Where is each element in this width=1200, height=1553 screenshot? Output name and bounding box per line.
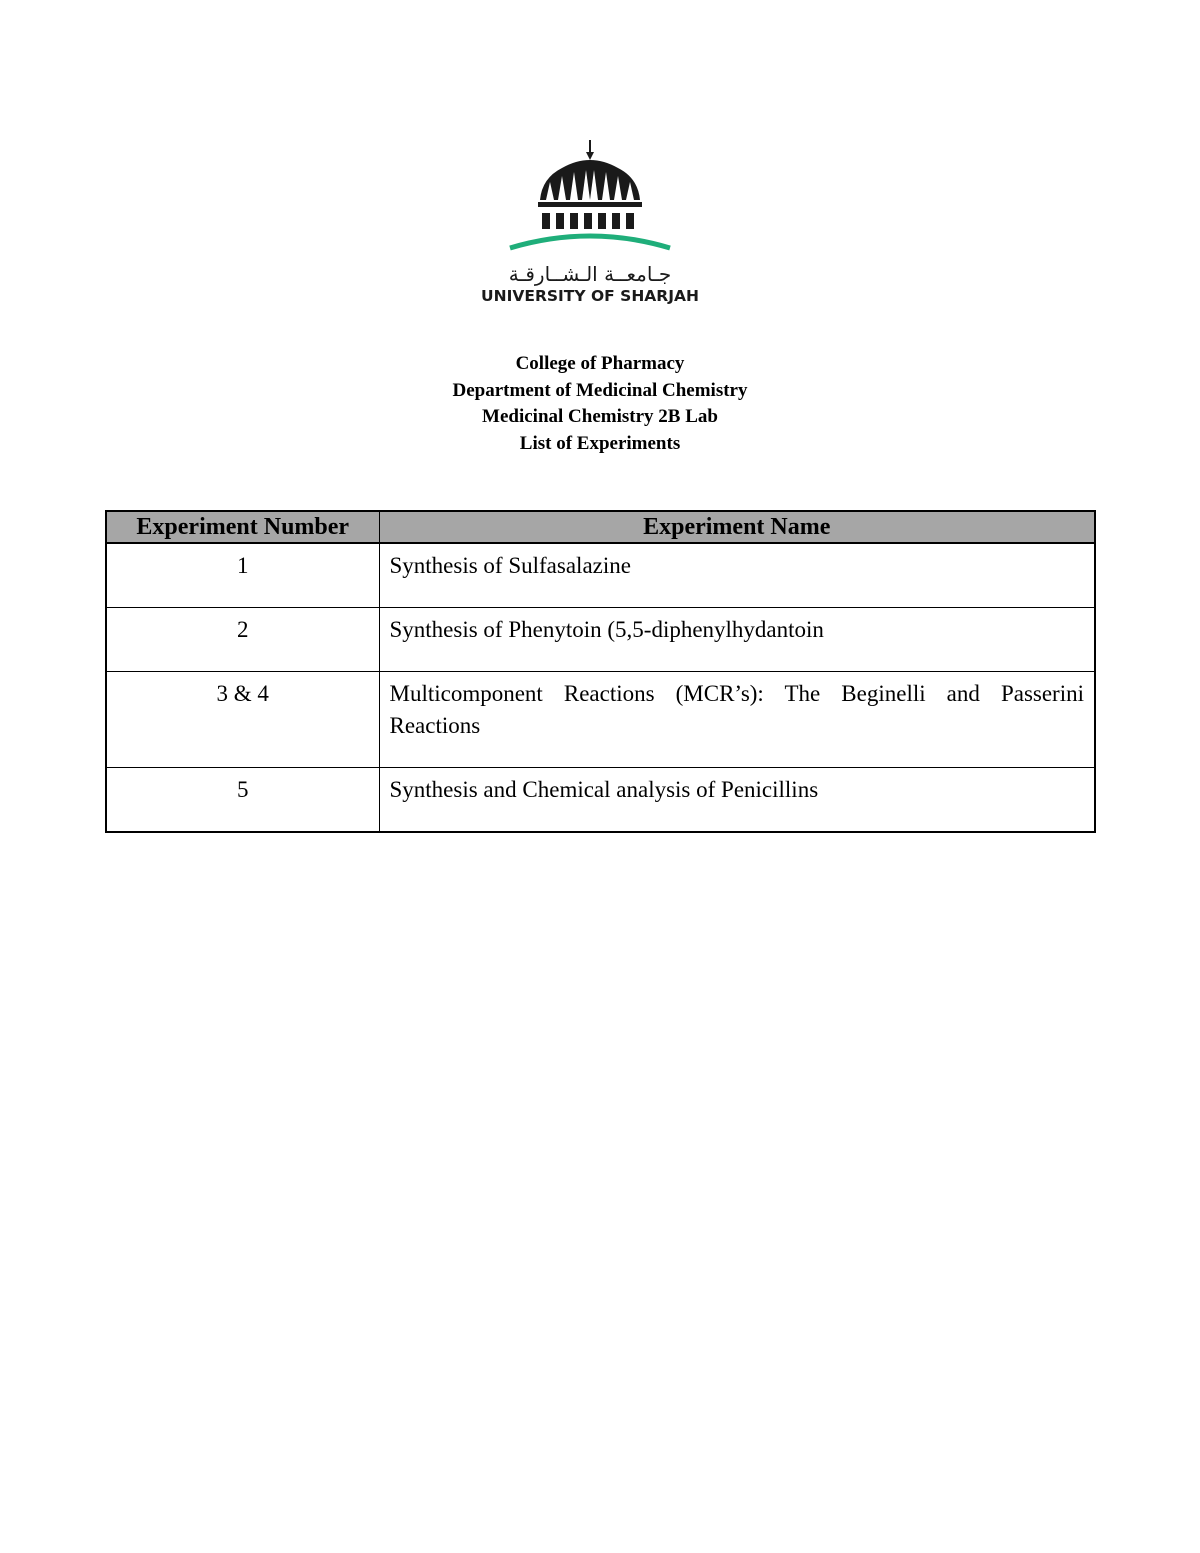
- column-header-number: Experiment Number: [106, 511, 379, 543]
- course-name: Medicinal Chemistry 2B Lab: [482, 406, 718, 428]
- experiment-name: Synthesis and Chemical analysis of Penicillins: [379, 768, 1095, 833]
- experiment-name: Synthesis of Sulfasalazine: [379, 543, 1095, 608]
- dome-icon: [510, 140, 670, 248]
- experiment-name: Synthesis of Phenytoin (5,5-diphenylhydantoin: [379, 608, 1095, 672]
- document-heading: [0, 351, 1200, 458]
- experiment-number: 5: [106, 768, 379, 833]
- table-row: [106, 608, 1095, 672]
- table-row: [106, 543, 1095, 608]
- experiments-table: [105, 510, 1096, 833]
- table-row: [106, 672, 1095, 768]
- logo-english-name: UNIVERSITY OF SHARJAH: [481, 287, 699, 305]
- department-name: Department of Medicinal Chemistry: [452, 379, 748, 401]
- experiment-name: Multicomponent Reactions (MCR’s): The Beginelli and Passerini Reactions: [379, 672, 1095, 768]
- table-header-row: [106, 511, 1095, 543]
- experiment-number: 3 & 4: [106, 672, 379, 768]
- logo-arabic-name: جـامعــة الـشــارقـة: [508, 262, 672, 286]
- table-row: [106, 768, 1095, 833]
- column-header-name: Experiment Name: [379, 511, 1095, 543]
- experiment-number: 1: [106, 543, 379, 608]
- university-logo: [472, 138, 712, 310]
- college-name: College of Pharmacy: [515, 353, 685, 374]
- page-title: List of Experiments: [519, 433, 681, 455]
- experiment-number: 2: [106, 608, 379, 672]
